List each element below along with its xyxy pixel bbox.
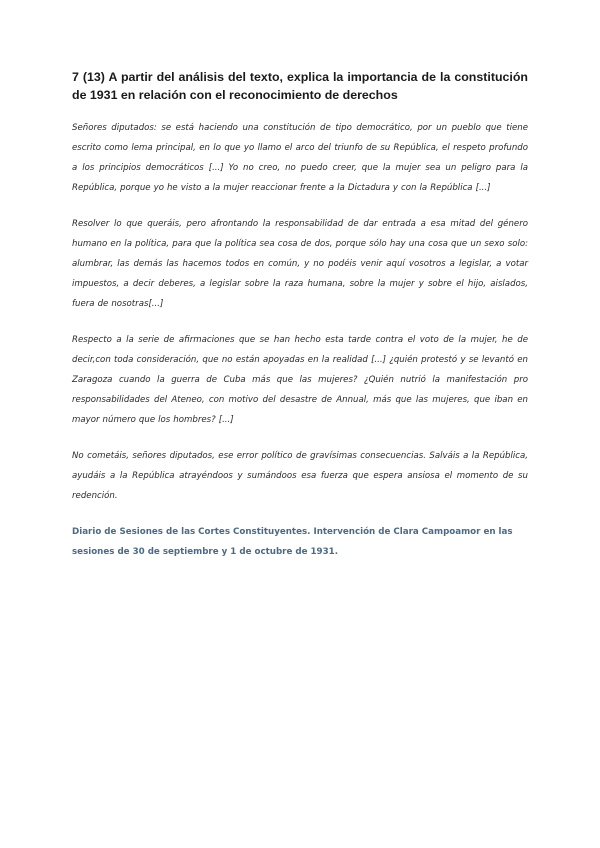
speech-paragraph-2: Resolver lo que queráis, pero afrontando la responsabilidad de dar entrada a esa mitad del género humano en la política, para que la política sea cosa de dos, porque sólo hay una cosa que un sexo solo: alumbrar, las demás las hacemos todos en común, y no podéis venir aquí vosotros a legislar, a votar impuestos, a decir deberes, a legislar sobre la raza humana, sobre la mujer y sobre el hijo, aislados, fuera de nosotras[...] <box>72 219 528 309</box>
question-heading: 7 (13) A partir del análisis del texto, explica la importancia de la constitución de 1931 en relación con el reconocimiento de derechos <box>72 70 528 102</box>
speech-paragraph-4: No cometáis, señores diputados, ese error político de gravísimas consecuencias. Salváis a la República, ayudáis a la República atrayéndoos y sumándoos esa fuerza que espera ansiosa el momento de su redención. <box>72 451 528 501</box>
page-content <box>72 68 528 562</box>
speech-paragraph-3: Respecto a la serie de afirmaciones que se han hecho esta tarde contra el voto de la mujer, he de decir,con toda consideración, que no están apoyadas en la realidad [...] ¿quién protestó y se levantó en Zaragoza cuando la guerra de Cuba más que las mujeres? ¿Quién nutrió la manifestación pro responsabilidades del Ateneo, con motivo del desastre de Annual, más que las mujeres, que iban en mayor número que los hombres? [...] <box>72 335 528 425</box>
speech-paragraph-1: Señores diputados: se está haciendo una constitución de tipo democrático, por un pueblo que tiene escrito como lema principal, en lo que yo llamo el arco del triunfo de su República, el respeto profundo a los principios democráticos [...] Yo no creo, no puedo creer, que la mujer sea un peligro para la República, porque yo he visto a la mujer reaccionar frente a la Dictadura y con la República [...] <box>72 123 528 193</box>
source-citation: Diario de Sesiones de las Cortes Constituyentes. Intervención de Clara Campoamor en las sesiones de 30 de septiembre y 1 de octubre de 1931. <box>72 527 513 557</box>
